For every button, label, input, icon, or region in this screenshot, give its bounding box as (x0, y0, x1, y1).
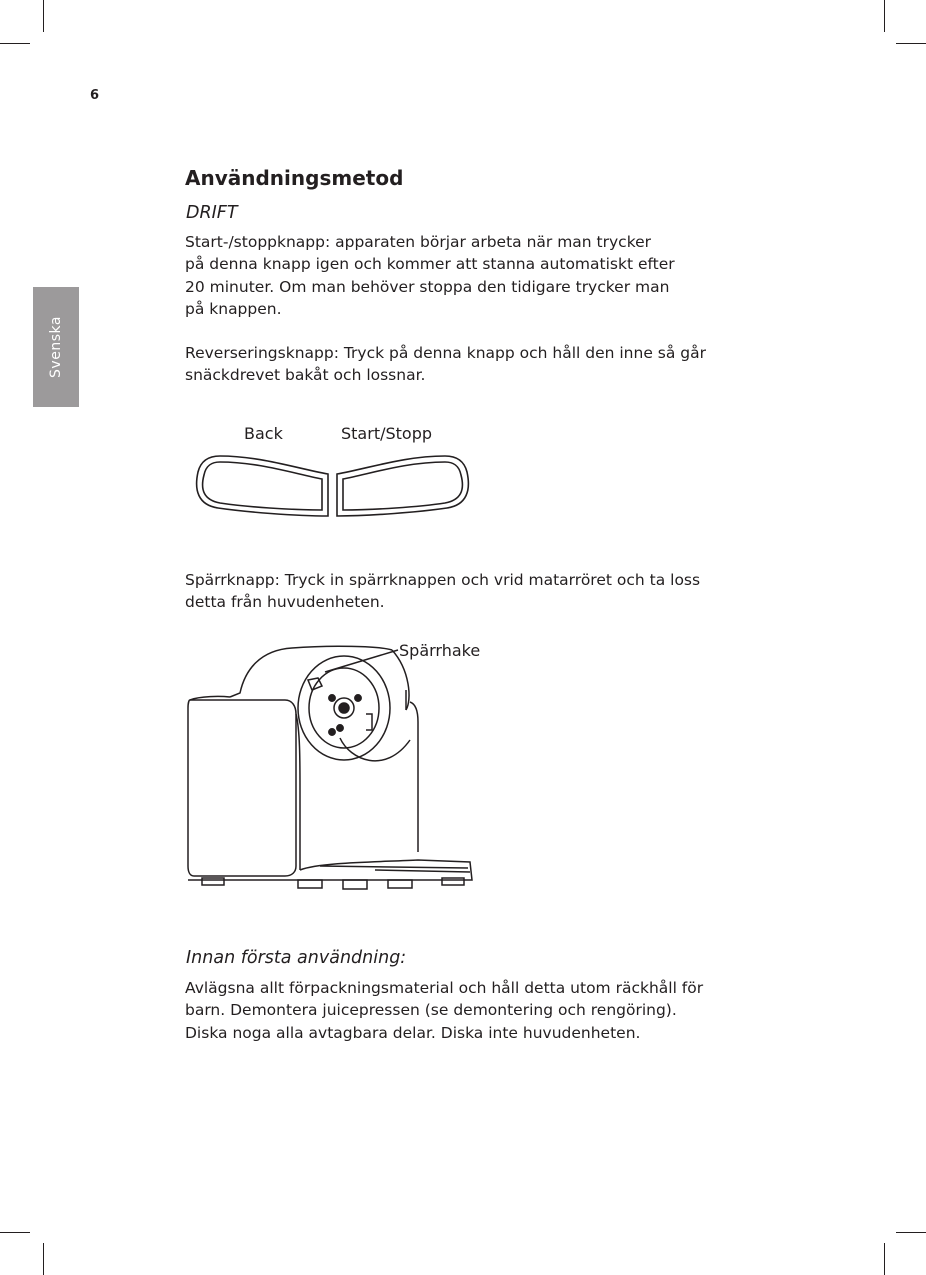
text-line: barn. Demontera juicepressen (se demontering och rengöring). (185, 1001, 677, 1020)
body-right-side (410, 702, 418, 852)
text-line: Spärrknapp: Tryck in spärrknappen och vrid matarröret och ta loss (185, 571, 701, 589)
crop-mark (896, 43, 926, 44)
start-stop-button-label: Start/Stopp (341, 424, 433, 443)
crop-mark (43, 0, 44, 32)
language-tab (33, 287, 79, 407)
text-line: detta från huvudenheten. (185, 593, 385, 612)
text-line: 20 minuter. Om man behöver stoppa den tidigare trycker man (185, 277, 670, 296)
foot (298, 880, 322, 888)
text-line: Reverseringsknapp: Tryck på denna knapp och håll den inne så går (185, 344, 706, 362)
latch-label: Spärrhake (399, 641, 481, 660)
foot (343, 880, 367, 889)
crop-mark (896, 1232, 926, 1233)
text-line: på denna knapp igen och kommer att stanna automatiskt efter (185, 255, 675, 274)
foot (442, 878, 464, 885)
crop-mark (884, 1243, 885, 1275)
reverse-paragraph (185, 342, 706, 387)
page-number: 6 (90, 88, 100, 103)
back-button-label: Back (244, 424, 283, 443)
crop-mark (884, 0, 885, 32)
start-stop-button-shape (337, 456, 468, 516)
text-line: på knappen. (185, 299, 282, 318)
before-first-use-paragraph (185, 977, 703, 1044)
juicer-main-unit-illustration (180, 640, 480, 900)
text-line: Avlägsna allt förpackningsmaterial och håll detta utom räckhåll för (185, 979, 704, 997)
back-button-shape (197, 456, 328, 516)
text-line: Start-/stoppknapp: apparaten börjar arbeta när man trycker (185, 233, 652, 251)
page-title: Användningsmetod (185, 166, 404, 190)
crop-mark (0, 43, 30, 44)
shaft-center (339, 703, 349, 713)
section-title-drift: DRIFT (186, 203, 238, 223)
section-title-before-first-use: Innan första användning: (186, 948, 407, 968)
crop-mark (0, 1232, 30, 1233)
foot (202, 878, 224, 885)
language-tab-label: Svenska (48, 316, 64, 378)
front-panel (188, 700, 296, 876)
start-stop-paragraph (185, 231, 675, 320)
crop-mark (43, 1243, 44, 1275)
text-line: Diska noga alla avtagbara delar. Diska inte huvudenheten. (185, 1023, 641, 1042)
base-outline (188, 860, 472, 880)
foot (388, 880, 412, 888)
lock-paragraph (185, 569, 700, 614)
text-line: snäckdrevet bakåt och lossnar. (185, 366, 426, 385)
control-buttons-illustration (190, 450, 475, 525)
